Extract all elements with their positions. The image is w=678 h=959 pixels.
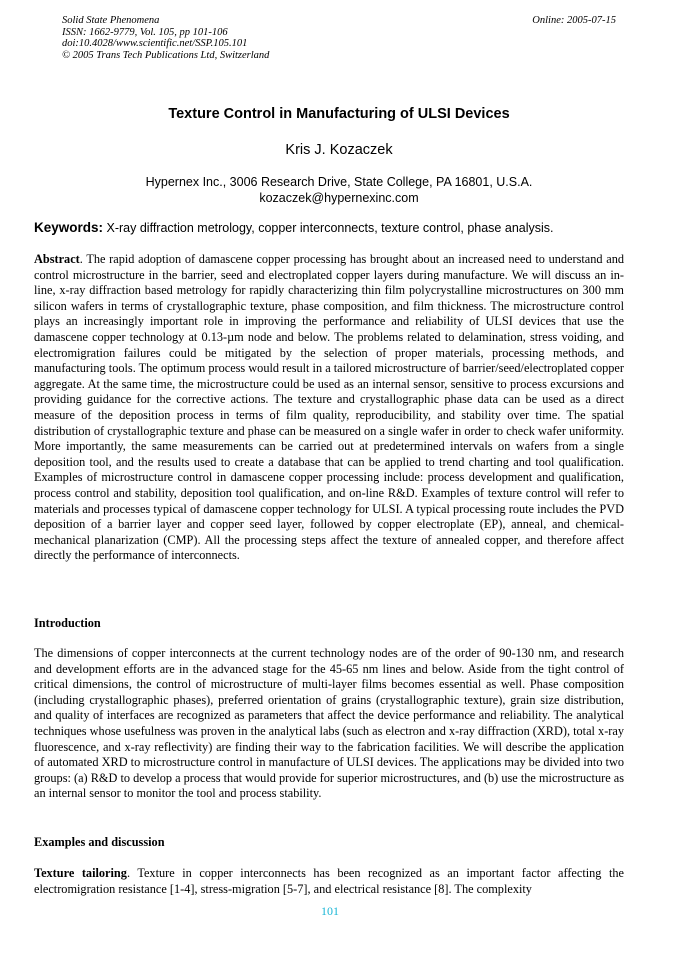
abstract-label: Abstract	[34, 252, 80, 266]
online-date: Online: 2005-07-15	[532, 15, 616, 26]
texture-tailoring-paragraph	[34, 866, 624, 897]
texture-tailoring-label: Texture tailoring	[34, 866, 127, 880]
keywords-text: X-ray diffraction metrology, copper interconnects, texture control, phase analysis.	[106, 221, 554, 235]
journal-name: Solid State Phenomena	[62, 15, 160, 26]
author-email[interactable]: kozaczek@hypernexinc.com	[259, 190, 419, 205]
journal-copyright: © 2005 Trans Tech Publications Ltd, Switzerland	[62, 49, 270, 61]
affiliation-block	[0, 175, 678, 206]
paper-author: Kris J. Kozaczek	[285, 142, 393, 158]
texture-tailoring-text: . Texture in copper interconnects has been recognized as an important factor affecting the electromigration resistance [1-4], stress-migration [5-7], and electrical resistance [8]. The complexity	[34, 866, 625, 896]
paper-title: Texture Control in Manufacturing of ULSI Devices	[168, 106, 510, 122]
abstract-text: . The rapid adoption of damascene copper processing has brought about an increased need to understand and control microstructure in the barrier, seed and electroplated copper layers during manufacture. We will discuss an in-line, x-ray diffraction based metrology for rapidly characterizing thin film polycrystalline microstructures on 300 mm silicon wafers in terms of crystallographic texture, phase composition, and film thickness. The microstructure control plays an increasingly important role in improving the performance and reliability of ULSI devices that use the damascene copper technology at 0.13-µm node and below. The problems related to delamination, stress voiding, and electromigration failures could be mitigated by the selection of proper materials, processing methods, and manufacturing tools. The optimum process would result in a tailored microstructure of barrier/seed/electroplated copper aggregate. At the same time, the microstructure could be used as an internal sensor, sensitive to process excursions and providing guidance for the corrective actions. The texture and crystallographic phase data can be used as a direct measure of the deposition process in terms of film quality, reproducibility, and stability over time. The spatial distribution of crystallographic texture and phase can be measured on a single wafer in order to check wafer uniformity. More importantly, the same measurements can be carried out at predetermined intervals on wafers from a single deposition tool, and the results used to create a database that can be applied to trend charting and tool qualification. Examples of microstructure control in damascene copper processing include: process development and qualification, process control and stability, deposition tool qualification, and on-line R&D. Examples of texture control will refer to materials and processes typical of damascene copper technology for ULSI. A typical processing route includes the PVD deposition of a barrier layer and copper seed layer, followed by copper electroplate (EP), anneal, and chemical-mechanical planarization (CMP). All the processing steps affect the texture of annealed copper, and therefore affect directly the performance of interconnects.	[34, 252, 624, 563]
introduction-heading: Introduction	[34, 616, 101, 630]
examples-heading: Examples and discussion	[34, 835, 165, 849]
introduction-paragraph: The dimensions of copper interconnects at the current technology nodes are of the order of 90-130 nm, and research and development efforts are in the advanced stage for the 45-65 nm lines and below. Aside from the tight control of critical dimensions, the control of microstructure of multi-layer films becomes essential as well. Phase composition (including crystallographic phases), preferred orientation of grains (crystallographic texture), grain size distribution, and quality of interfaces are recognized as parameters that affect the device performance and reliability. The analytical techniques whose usefulness was proven in the analytical labs (such as electron and x-ray diffraction (XRD), total x-ray fluorescence, and x-ray reflectivity) are finding their way to the fabrication facilities. We will describe the application of automated XRD to microstructure control in manufacture of ULSI devices. The applications may be divided into two groups: (a) R&D to develop a process that would provide for superior microstructures, and (b) use the microstructure as an internal sensor to monitor the tool and process stability.	[34, 646, 624, 801]
journal-header	[62, 15, 616, 61]
journal-doi[interactable]: doi:10.4028/www.scientific.net/SSP.105.101	[62, 38, 248, 49]
keywords	[34, 220, 634, 235]
page-number: 101	[321, 904, 339, 918]
abstract-paragraph	[34, 252, 624, 564]
keywords-label: Keywords:	[34, 220, 104, 235]
journal-issn: ISSN: 1662-9779, Vol. 105, pp 101-106	[62, 26, 228, 38]
affiliation: Hypernex Inc., 3006 Research Drive, State College, PA 16801, U.S.A.	[145, 175, 533, 189]
